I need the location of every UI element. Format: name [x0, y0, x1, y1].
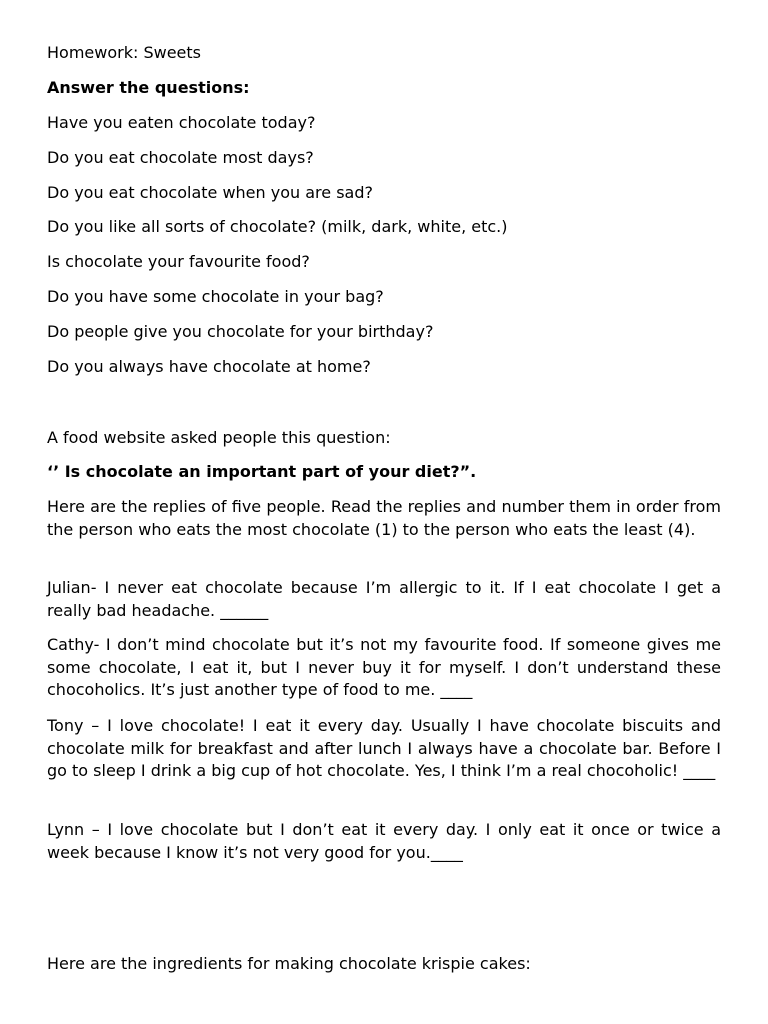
- question-3: Do you eat chocolate when you are sad?: [47, 183, 373, 202]
- question-7: Do people give you chocolate for your birthday?: [47, 322, 434, 341]
- question-1: Have you eaten chocolate today?: [47, 113, 316, 132]
- question-4: Do you like all sorts of chocolate? (milk, dark, white, etc.): [47, 217, 508, 236]
- ingredients-intro: Here are the ingredients for making chocolate krispie cakes:: [47, 954, 531, 973]
- question-6: Do you have some chocolate in your bag?: [47, 287, 384, 306]
- question-5: Is chocolate your favourite food?: [47, 252, 310, 271]
- worksheet-page: [47, 0, 721, 1024]
- website-intro: A food website asked people this question:: [47, 428, 391, 447]
- task-instruction: Here are the replies of five people. Read the replies and number them in order from the person who eats the most chocolate (1) to the person who eats the least (4).: [47, 497, 721, 539]
- reply-lynn: Lynn – I love chocolate but I don’t eat it every day. I only eat it once or twice a week because I know it’s not very good for you.____: [47, 820, 721, 862]
- question-2: Do you eat chocolate most days?: [47, 148, 314, 167]
- question-8: Do you always have chocolate at home?: [47, 357, 371, 376]
- reply-tony: Tony – I love chocolate! I eat it every day. Usually I have chocolate biscuits and chocolate milk for breakfast and after lunch I always have a chocolate bar. Before I go to sleep I drink a big cup of hot chocolate. Yes, I think I’m a real chocoholic! ____: [47, 716, 721, 780]
- website-question: ‘’ Is chocolate an important part of your diet?”.: [47, 462, 477, 481]
- reply-julian: Julian- I never eat chocolate because I’m allergic to it. If I eat chocolate I get a really bad headache. ______: [47, 578, 721, 620]
- instruction-heading: Answer the questions:: [47, 78, 250, 97]
- worksheet-title: Homework: Sweets: [47, 43, 201, 62]
- reply-cathy: Cathy- I don’t mind chocolate but it’s not my favourite food. If someone gives me some chocolate, I eat it, but I never buy it for myself. I don’t understand these chocoholics. It’s just another type of food to me. ____: [47, 635, 721, 699]
